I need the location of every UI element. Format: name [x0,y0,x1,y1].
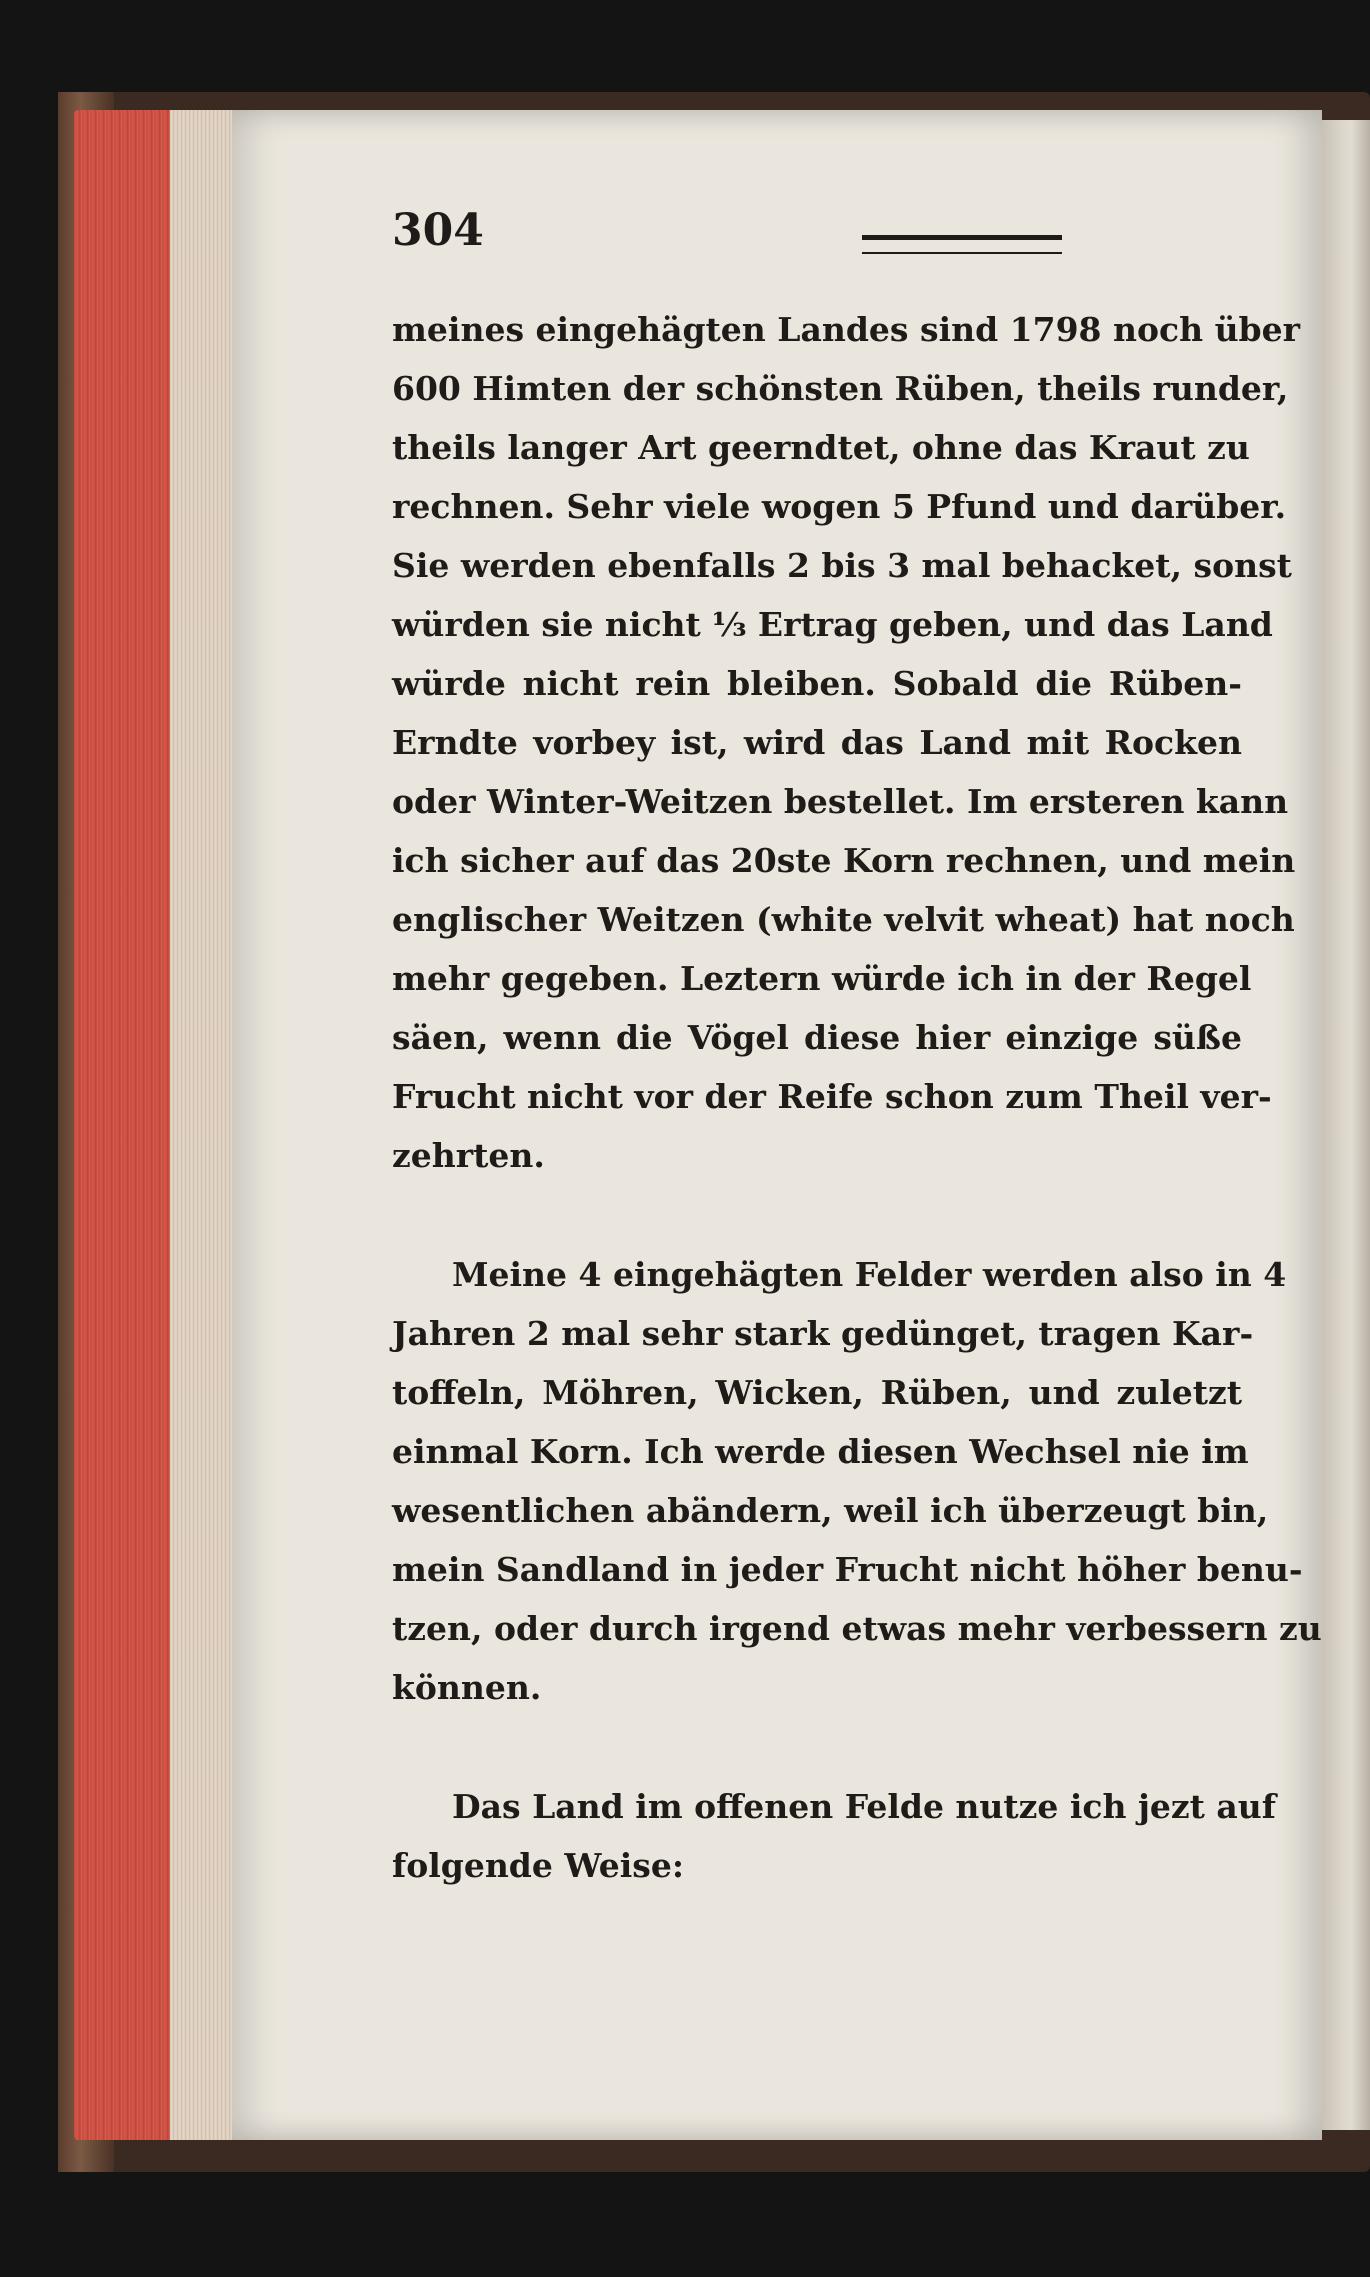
text-line: Meine 4 eingehägten Felder werden also in 4 [452,1255,1287,1294]
text-line: englischer Weitzen (white velvit wheat) hat noch [392,900,1295,939]
text-line: 600 Himten der schönsten Rüben, theils runder, [392,369,1289,408]
paragraph-gap [392,1717,1242,1777]
header-rule [862,235,1062,254]
paragraph [392,300,1301,1185]
page-text [392,300,1322,1895]
page-header [392,205,1242,285]
text-line: Frucht nicht vor der Reife schon zum Theil ver- [392,1077,1272,1116]
text-line: oder Winter-Weitzen bestellet. Im ersteren kann [392,782,1289,821]
text-line: rechnen. Sehr viele wogen 5 Pfund und darüber. [392,487,1287,526]
text-line: würden sie nicht ⅓ Ertrag geben, und das Land [392,605,1273,644]
paragraph [392,1777,1276,1895]
text-line: tzen, oder durch irgend etwas mehr verbessern zu [392,1609,1322,1648]
text-line: wesentlichen abändern, weil ich überzeugt bin, [392,1491,1269,1530]
text-line: Das Land im offenen Felde nutze ich jezt auf [452,1787,1276,1826]
text-line: folgende Weise: [392,1846,685,1885]
page-edges-inner [170,110,234,2140]
paragraph-gap [392,1185,1242,1245]
text-line: meines eingehägten Landes sind 1798 noch über [392,310,1301,349]
text-line: können. [392,1668,542,1707]
text-line: würde nicht rein bleiben. Sobald die Rüben- [392,664,1242,703]
text-line: theils langer Art geerndtet, ohne das Kraut zu [392,428,1250,467]
facing-page-edge [1322,120,1370,2130]
text-line: Jahren 2 mal sehr stark gedünget, tragen Kar- [392,1314,1254,1353]
text-line: einmal Korn. Ich werde diesen Wechsel nie im [392,1432,1249,1471]
text-line: ich sicher auf das 20ste Korn rechnen, und mein [392,841,1296,880]
text-line: mehr gegeben. Leztern würde ich in der Regel [392,959,1252,998]
page-number: 304 [392,205,484,256]
text-line: säen, wenn die Vögel diese hier einzige süße [392,1018,1242,1057]
text-line: Erndte vorbey ist, wird das Land mit Rocken [392,723,1242,762]
text-line: zehrten. [392,1136,545,1175]
book-page [232,110,1322,2140]
text-line: mein Sandland in jeder Frucht nicht höher benu- [392,1550,1303,1589]
paragraph [392,1245,1322,1717]
text-line: Sie werden ebenfalls 2 bis 3 mal behacket, sonst [392,546,1292,585]
text-line: toffeln, Möhren, Wicken, Rüben, und zuletzt [392,1373,1242,1412]
